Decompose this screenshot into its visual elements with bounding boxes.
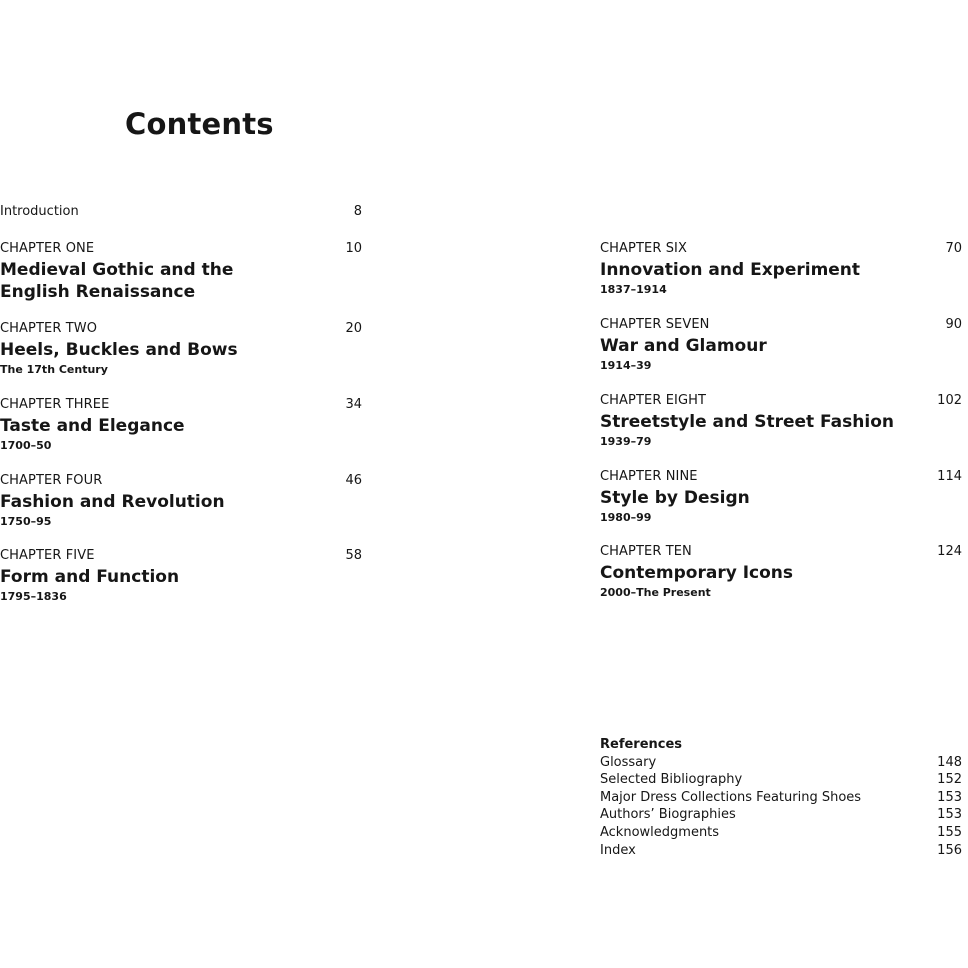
toc-page-number: 102 <box>937 393 962 408</box>
chapter-number: CHAPTER EIGHT <box>600 393 707 408</box>
chapter-number: CHAPTER TEN <box>600 544 692 559</box>
page-title: Contents <box>125 107 274 141</box>
chapter-number: CHAPTER ONE <box>0 241 95 256</box>
toc-entry-chapter-four <box>0 472 362 530</box>
toc-entry-chapter-three <box>0 396 362 454</box>
toc-entry-chapter-one <box>0 240 362 303</box>
toc-entry-chapter-nine <box>600 468 962 526</box>
chapter-period: 1795–1836 <box>0 590 67 603</box>
toc-page-number: 46 <box>345 473 362 488</box>
chapter-period: 1980–99 <box>600 511 652 524</box>
chapter-period: 2000–The Present <box>600 586 711 599</box>
chapter-period: 1939–79 <box>600 435 652 448</box>
reference-label: Authors’ Biographies <box>600 807 736 823</box>
chapter-period: 1750–95 <box>0 515 52 528</box>
toc-page-number: 156 <box>937 842 962 858</box>
chapter-number: CHAPTER SEVEN <box>600 317 710 332</box>
toc-entry-chapter-eight <box>600 392 962 450</box>
references-section <box>600 736 962 859</box>
chapter-period: The 17th Century <box>0 363 108 376</box>
chapter-number: CHAPTER TWO <box>0 321 98 336</box>
chapter-title: Streetstyle and Street Fashion <box>600 412 894 432</box>
reference-entry <box>600 771 962 789</box>
chapter-number: CHAPTER FOUR <box>0 473 103 488</box>
chapter-number: CHAPTER SIX <box>600 241 687 256</box>
chapter-title: Contemporary Icons <box>600 563 794 583</box>
chapter-title: Taste and Elegance <box>0 416 185 436</box>
reference-label: Selected Bibliography <box>600 772 743 788</box>
toc-page-number: 34 <box>345 397 362 412</box>
reference-entry <box>600 754 962 772</box>
chapter-period: 1914–39 <box>600 359 652 372</box>
chapter-number: CHAPTER NINE <box>600 469 698 484</box>
reference-entry <box>600 806 962 824</box>
toc-page-number: 114 <box>937 469 962 484</box>
reference-label: Glossary <box>600 754 657 770</box>
chapter-number: CHAPTER FIVE <box>0 548 95 563</box>
toc-page-number: 155 <box>937 824 962 840</box>
chapter-title: Fashion and Revolution <box>0 492 225 512</box>
reference-entry <box>600 789 962 807</box>
chapter-title: Heels, Buckles and Bows <box>0 340 238 360</box>
reference-label: Index <box>600 842 636 858</box>
reference-label: Acknowledgments <box>600 824 720 840</box>
chapter-title-line: Medieval Gothic and the <box>0 260 234 280</box>
toc-page-number: 153 <box>937 807 962 823</box>
toc-entry-chapter-five <box>0 547 362 605</box>
toc-page-number: 8 <box>353 204 362 219</box>
toc-column-left <box>0 0 362 968</box>
toc-page-number: 20 <box>345 321 362 336</box>
reference-entry <box>600 824 962 842</box>
toc-page-number: 124 <box>937 544 962 559</box>
reference-entry <box>600 842 962 860</box>
toc-page-number: 90 <box>945 317 962 332</box>
chapter-period: 1700–50 <box>0 439 52 452</box>
chapter-title: War and Glamour <box>600 336 767 356</box>
chapter-title <box>0 259 362 303</box>
chapter-title: Style by Design <box>600 488 750 508</box>
toc-entry-chapter-ten <box>600 543 962 601</box>
chapter-title: Form and Function <box>0 567 180 587</box>
references-heading: References <box>600 737 683 752</box>
toc-page-number: 153 <box>937 789 962 805</box>
toc-page-number: 70 <box>945 241 962 256</box>
toc-entry-chapter-two <box>0 320 362 378</box>
chapter-number: CHAPTER THREE <box>0 397 110 412</box>
toc-page-number: 148 <box>937 754 962 770</box>
chapter-period: 1837–1914 <box>600 283 667 296</box>
chapter-title-line: English Renaissance <box>0 282 196 302</box>
chapter-title: Innovation and Experiment <box>600 260 861 280</box>
toc-page-number: 58 <box>345 548 362 563</box>
toc-entry-chapter-six <box>600 240 962 298</box>
toc-page-number: 10 <box>345 241 362 256</box>
toc-entry-chapter-seven <box>600 316 962 374</box>
reference-label: Major Dress Collections Featuring Shoes <box>600 789 862 805</box>
toc-page-number: 152 <box>937 772 962 788</box>
toc-entry-label: Introduction <box>0 204 79 219</box>
